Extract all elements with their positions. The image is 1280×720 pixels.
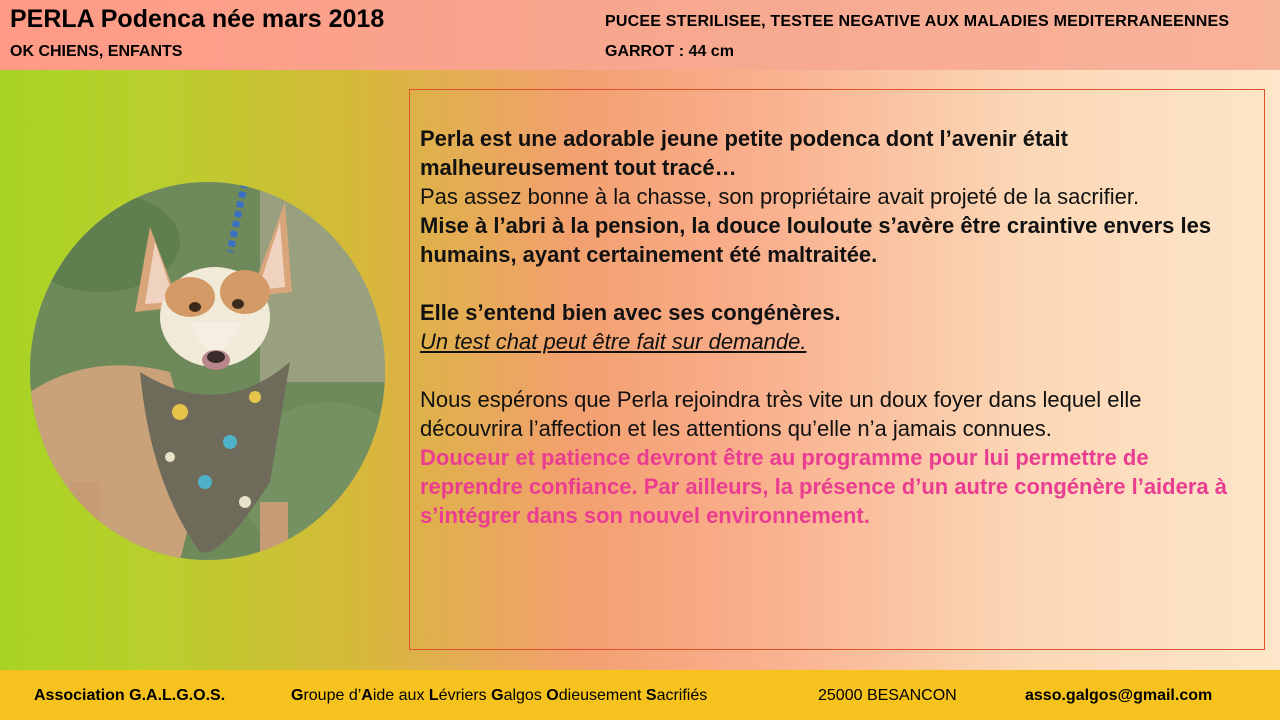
hope-paragraph: Nous espérons que Perla rejoindra très vite un doux foyer dans lequel elle découvrira l’affection et les attentions qu’elle n’a jamais connues. [420,387,1142,441]
association-acronym-expansion: Groupe d’Aide aux Lévriers Galgos Odieusement Sacrifiés [291,687,708,704]
description-text [420,124,1240,530]
spacer [420,269,1240,298]
dogs-compat-paragraph: Elle s’entend bien avec ses congénères. [420,300,841,325]
health-status-text: PUCEE STERILISEE, TESTEE NEGATIVE AUX MALADIES MEDITERRANEENNES [605,13,1230,30]
compatibility-text: OK CHIENS, ENFANTS [10,43,183,60]
city-text: 25000 BESANCON [818,687,957,704]
dog-illustration [30,182,385,560]
header-banner [0,0,1280,70]
intro-paragraph: Perla est une adorable jeune petite podenca dont l’avenir était malheureusement tout tracé… [420,126,1068,180]
hunting-paragraph: Pas assez bonne à la chasse, son propriétaire avait projeté de la sacrifier. [420,184,1140,209]
spacer [420,356,1240,385]
cat-test-paragraph: Un test chat peut être fait sur demande. [420,329,807,354]
description-box [409,89,1265,650]
shelter-paragraph: Mise à l’abri à la pension, la douce louloute s’avère être craintive envers les humains, ayant certainement été maltraitée. [420,213,1212,267]
footer-bar [0,670,1280,720]
dog-photo [30,182,385,560]
advice-paragraph: Douceur et patience devront être au programme pour lui permettre de reprendre confiance. Par ailleurs, la présence d’un autre congénère l’aidera à s’intégrer dans son nouvel environnement. [420,445,1227,528]
page-title: PERLA Podenca née mars 2018 [10,5,385,33]
height-text: GARROT : 44 cm [605,43,734,60]
association-name: Association G.A.L.G.O.S. [34,687,226,704]
email-link[interactable]: asso.galgos@gmail.com [1025,687,1213,704]
